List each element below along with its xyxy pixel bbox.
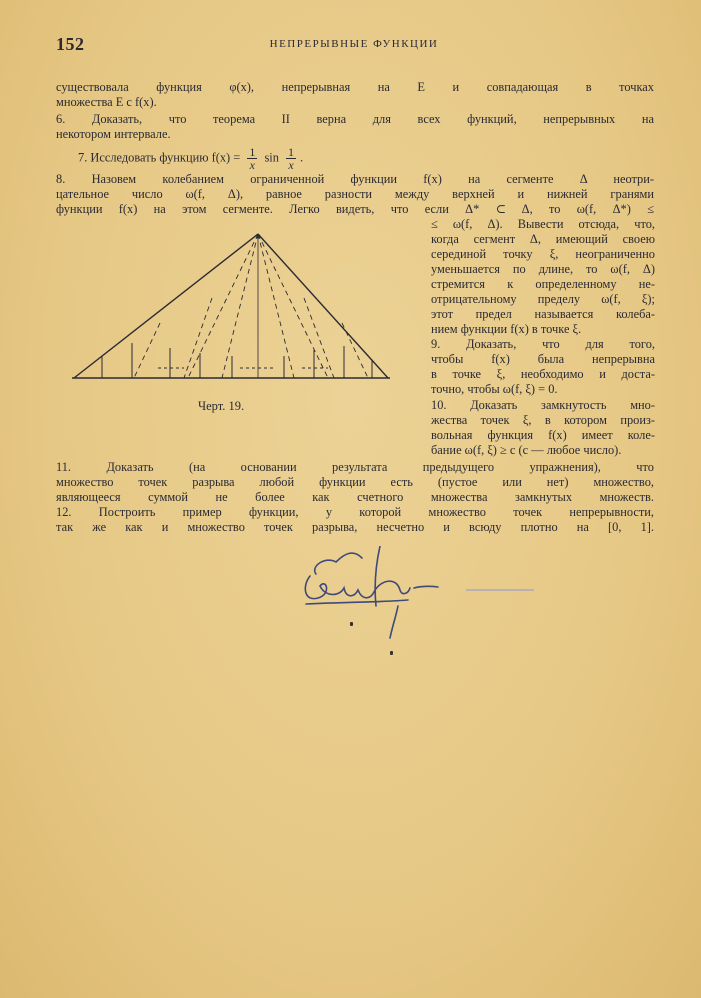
text-line: в точке ξ, необходимо и доста- [431,367,655,381]
fraction [247,146,257,171]
fraction-numerator: 1 [288,145,295,159]
sin-operator: sin [264,150,279,165]
text-line: так же как и множество точек разрыва, несчетно и всюду плотно на [0, 1]. [56,520,654,534]
page-header [56,34,652,54]
fraction-numerator: 1 [249,145,256,159]
text-line: серединой точку ξ, неограниченно [431,247,655,261]
text-line: некотором интервале. [56,127,171,141]
text-line: цательное число ω(f, Δ), равное разности между верхней и нижней гранями [56,187,654,201]
page-number: 152 [56,34,85,54]
fraction [286,146,296,171]
fraction-denominator: x [249,158,255,172]
text-line: являющееся суммой не более как счетного множества замкнутых множеств. [56,490,654,504]
exercise-7: 7. Исследовать функцию f(x) = $\frac{1}{x}$ sin $\frac{1}{x}$ . [78,145,304,172]
triangle-figure [72,228,390,388]
text-line: 6. Доказать, что теорема II верна для всех функций, непрерывных на [56,112,654,126]
text-line: бание ω(f, ξ) ≥ c (c — любое число). [431,443,622,457]
text-line: отрицательному пределу ω(f, ξ); [431,292,655,306]
ink-dot [390,651,393,655]
text-line: 8. Назовем колебанием ограниченной функции f(x) на сегменте Δ неотри- [56,172,654,186]
fraction-denominator: x [288,158,294,172]
text-line: стремится к определенному не- [431,277,655,291]
running-title: НЕПРЕРЫВНЫЕ ФУНКЦИИ [269,38,439,50]
text-line: 11. Доказать (на основании результата предыдущего упражнения), что [56,460,654,474]
text-line: уменьшается по длине, то ω(f, Δ) [431,262,655,276]
text-line: когда сегмент Δ, имеющий своею [431,232,655,246]
text-line: жества точек ξ, в котором произ- [431,413,655,427]
ink-dot [350,622,353,626]
text-line: точно, чтобы ω(f, ξ) = 0. [431,382,558,396]
text-line: функции f(x) на этом сегменте. Легко видеть, что если Δ* ⊂ Δ, то ω(f, Δ*) ≤ [56,202,654,216]
text-line: ≤ ω(f, Δ). Вывести отсюда, что, [431,217,655,231]
text-line: вольная функция f(x) имеет коле- [431,428,655,442]
text-line: множества E с f(x). [56,95,157,109]
exercise-7-text: 7. Исследовать функцию f(x) = [78,150,241,165]
text-line: нием функции f(x) в точке ξ. [431,322,582,336]
text-line: 10. Доказать замкнутость мно- [431,398,655,412]
text-line: этот предел называется колеба- [431,307,655,321]
text-line: множество точек разрыва любой функции есть (пустое или нет) множество, [56,475,654,489]
text-line: 12. Построить пример функции, у которой множество точек непрерывности, [56,505,654,519]
text-line: существовала функция φ(x), непрерывная на E и совпадающая в точках [56,80,654,94]
text-line: чтобы f(x) была непрерывна [431,352,655,366]
handwritten-signature [296,546,536,656]
figure-caption: Черт. 19. [198,399,245,413]
text-line: 9. Доказать, что для того, [431,337,655,351]
